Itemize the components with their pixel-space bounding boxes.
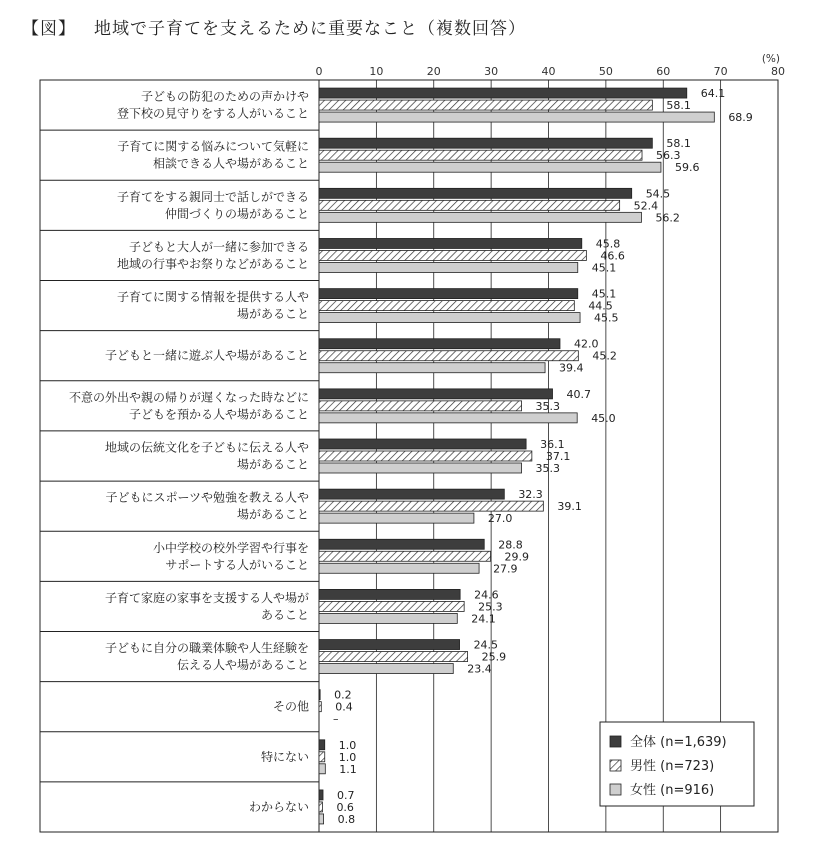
title-text: 地域で子育てを支えるために重要なこと（複数回答） xyxy=(94,19,526,39)
bar-全体-2 xyxy=(319,188,632,198)
category-label: 場があること xyxy=(236,507,309,522)
x-tick-label: 0 xyxy=(315,65,323,78)
x-tick-label: 60 xyxy=(656,65,671,78)
value-label: 1.0 xyxy=(338,738,357,752)
legend-entry: 女性 (n=916) xyxy=(630,783,715,798)
legend-swatch xyxy=(610,736,621,747)
value-label: 39.4 xyxy=(559,361,584,375)
category-label: 地域の行事やお祭りなどがあること xyxy=(116,256,309,271)
value-label: 45.1 xyxy=(591,287,617,301)
bar-女性-5 xyxy=(319,363,545,373)
value-label: 0.7 xyxy=(337,788,355,802)
bar-全体-10 xyxy=(319,589,460,599)
bar-男性-4 xyxy=(319,301,574,311)
value-label: 0.2 xyxy=(334,688,352,702)
bar-男性-11 xyxy=(319,652,468,662)
category-label: 子どもと大人が一緒に参加できる xyxy=(128,239,309,254)
value-label: 24.5 xyxy=(473,638,499,652)
value-label: 45.5 xyxy=(594,311,619,325)
category-label: 相談できる人や場があること xyxy=(152,156,309,171)
bar-全体-14 xyxy=(319,790,323,800)
bar-女性-8 xyxy=(319,513,474,523)
category-label: 特にない xyxy=(260,749,309,764)
bar-全体-11 xyxy=(319,640,460,650)
value-label: 37.1 xyxy=(545,450,571,463)
legend-swatch xyxy=(610,784,621,795)
category-label: わからない xyxy=(248,799,309,814)
category-label: 子育てに関する悩みについて気軽に xyxy=(117,139,309,154)
value-label: 24.1 xyxy=(471,612,496,626)
bar-全体-13 xyxy=(319,740,325,750)
value-label: 0.8 xyxy=(337,812,356,826)
value-label: 28.8 xyxy=(498,538,523,552)
bar-全体-3 xyxy=(319,238,582,248)
x-tick-label: 10 xyxy=(369,65,384,78)
value-label: 44.5 xyxy=(588,299,613,313)
bar-女性-6 xyxy=(319,413,577,423)
value-label: 36.1 xyxy=(540,438,565,451)
bar-全体-9 xyxy=(319,539,484,549)
value-label: 27.9 xyxy=(493,562,518,576)
value-label: 1.1 xyxy=(339,762,357,776)
value-label: 29.9 xyxy=(504,550,530,564)
value-label: 52.4 xyxy=(633,199,659,213)
category-label: 子育てをする親同士で話しができる xyxy=(116,189,309,204)
bar-男性-9 xyxy=(319,551,491,561)
bar-全体-4 xyxy=(319,289,578,299)
category-label: 子育てに関する情報を提供する人や xyxy=(116,290,309,305)
value-label: 0.4 xyxy=(335,700,353,714)
bar-男性-14 xyxy=(319,802,322,812)
bar-男性-1 xyxy=(319,150,642,160)
bar-男性-10 xyxy=(319,601,464,611)
figure-tag: 【図】 xyxy=(22,19,76,39)
bar-全体-6 xyxy=(319,389,553,399)
category-label: 仲間づくりの場があること xyxy=(164,206,309,221)
bar-女性-14 xyxy=(319,814,324,824)
category-label: 小中学校の校外学習や行事を xyxy=(152,540,309,555)
bar-女性-0 xyxy=(319,112,714,122)
value-label: 25.3 xyxy=(478,600,503,614)
value-label: 23.4 xyxy=(467,662,492,676)
value-label: 32.3 xyxy=(518,488,543,502)
value-label: 45.8 xyxy=(595,237,621,251)
x-tick-label: 50 xyxy=(598,65,613,78)
value-label: 46.6 xyxy=(600,249,625,263)
legend-entry: 全体 (n=1,639) xyxy=(630,735,727,750)
bar-全体-12 xyxy=(319,690,320,700)
bar-女性-9 xyxy=(319,563,479,573)
x-tick-label: 80 xyxy=(771,65,785,78)
category-label: 子どもを預かる人や場があること xyxy=(128,407,309,422)
bar-男性-6 xyxy=(319,401,522,411)
bar-男性-13 xyxy=(319,752,325,762)
bar-女性-7 xyxy=(319,463,522,473)
category-label: サポートする人がいること xyxy=(165,557,309,572)
unit-label: (%) xyxy=(761,53,780,65)
value-label: 25.9 xyxy=(481,650,507,664)
bar-全体-5 xyxy=(319,339,560,349)
bar-男性-7 xyxy=(319,451,532,461)
category-label: 子どもの防犯のための声かけや xyxy=(140,89,309,104)
category-label: あること xyxy=(260,607,309,622)
bar-全体-1 xyxy=(319,138,652,148)
legend-swatch xyxy=(610,760,621,771)
category-label: 子どもと一緒に遊ぶ人や場があること xyxy=(104,348,309,363)
value-label: 45.2 xyxy=(592,349,617,363)
bar-男性-8 xyxy=(319,501,543,511)
bar-女性-2 xyxy=(319,212,641,222)
category-label: 地域の伝統文化を子どもに伝える人や xyxy=(104,440,309,455)
bar-全体-0 xyxy=(319,88,687,98)
bar-女性-1 xyxy=(319,162,661,172)
value-label: 45.1 xyxy=(591,261,617,275)
value-label: 45.0 xyxy=(591,411,616,425)
value-label: 64.1 xyxy=(700,87,726,101)
value-label: 35.3 xyxy=(535,399,561,413)
value-label: – xyxy=(333,712,339,726)
bar-男性-0 xyxy=(319,100,652,110)
bar-男性-5 xyxy=(319,351,578,361)
x-tick-label: 20 xyxy=(426,65,441,78)
value-label: 0.6 xyxy=(336,800,354,814)
value-label: 54.5 xyxy=(645,187,671,201)
category-label: 不意の外出や親の帰りが遅くなった時などに xyxy=(68,390,309,405)
value-label: 58.1 xyxy=(666,137,691,151)
category-label: 子育て家庭の家事を支援する人や場が xyxy=(104,590,309,605)
bar-女性-11 xyxy=(319,664,453,674)
value-label: 35.3 xyxy=(535,462,561,475)
value-label: 56.3 xyxy=(656,149,681,163)
x-tick-label: 30 xyxy=(484,65,499,78)
bar-男性-2 xyxy=(319,200,620,210)
bar-男性-3 xyxy=(319,250,586,260)
bar-女性-3 xyxy=(319,262,578,272)
bar-女性-13 xyxy=(319,764,325,774)
bar-全体-8 xyxy=(319,489,504,499)
value-label: 58.1 xyxy=(666,99,691,113)
category-label: 子どもに自分の職業体験や人生経験を xyxy=(104,641,309,656)
category-label: その他 xyxy=(272,699,309,714)
bar-男性-12 xyxy=(319,702,321,712)
bar-全体-7 xyxy=(319,439,526,449)
category-label: 場があること xyxy=(236,307,309,322)
category-label: 伝える人や場があること xyxy=(176,658,309,673)
value-label: 40.7 xyxy=(566,387,592,401)
value-label: 1.0 xyxy=(338,750,357,764)
legend-entry: 男性 (n=723) xyxy=(630,759,715,774)
value-label: 56.2 xyxy=(655,211,680,225)
value-label: 59.6 xyxy=(674,161,700,175)
x-tick-label: 70 xyxy=(713,65,728,78)
category-label: 登下校の見守りをする人がいること xyxy=(116,106,309,121)
value-label: 68.9 xyxy=(728,111,753,125)
value-label: 42.0 xyxy=(573,337,599,351)
value-label: 24.6 xyxy=(474,588,499,602)
bar-女性-4 xyxy=(319,313,580,323)
category-label: 場があること xyxy=(236,457,309,472)
category-label: 子どもにスポーツや勉強を教える人や xyxy=(105,490,309,505)
bar-女性-10 xyxy=(319,613,457,623)
value-label: 39.1 xyxy=(557,500,582,514)
value-label: 27.0 xyxy=(487,512,513,526)
x-tick-label: 40 xyxy=(541,65,556,78)
